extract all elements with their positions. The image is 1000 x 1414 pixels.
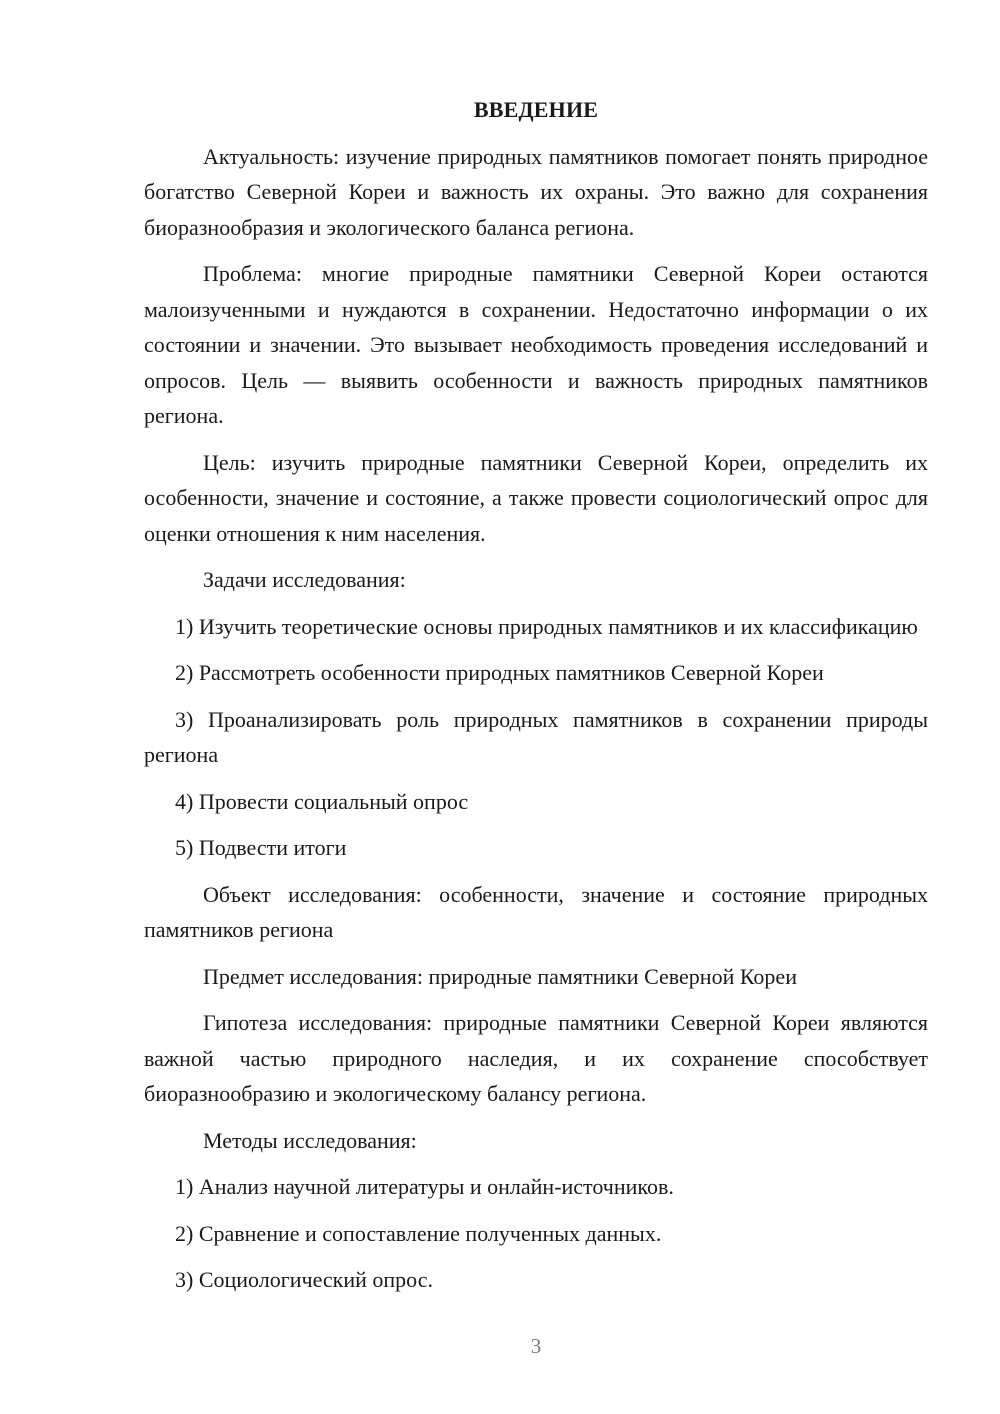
methods-label: Методы исследования: — [203, 1127, 417, 1153]
relevance-paragraph: Актуальность: изучение природных памятников помогает понять природное богатство Северной Кореи и важность их охраны. Это важно для сохранения биоразнообразия и экологического баланса региона. — [144, 143, 928, 240]
task-item-3: 3) Проанализировать роль природных памятников в сохранении природы региона — [144, 706, 928, 767]
task-item-1: 1) Изучить теоретические основы природных памятников и их классификацию — [175, 613, 918, 639]
tasks-label: Задачи исследования: — [203, 567, 406, 592]
goal-paragraph: Цель: изучить природные памятники Северной Кореи, определить их особенности, значение и состояние, а также провести социологический опрос для оценки отношения к ним населения. — [144, 449, 928, 546]
section-heading: ВВЕДЕНИЕ — [473, 97, 599, 122]
task-item-2: 2) Рассмотреть особенности природных памятников Северной Кореи — [175, 660, 824, 685]
document-page — [144, 92, 928, 1309]
method-item-1: 1) Анализ научной литературы и онлайн-источников. — [175, 1174, 674, 1199]
task-item-5: 5) Подвести итоги — [175, 835, 347, 860]
page-number: 3 — [530, 1334, 542, 1358]
subject-paragraph: Предмет исследования: природные памятники Северной Кореи — [203, 963, 797, 989]
hypothesis-paragraph: Гипотеза исследования: природные памятники Северной Кореи являются важной частью природного наследия, и их сохранение способствует биоразнообразию и экологическому балансу региона. — [144, 1010, 928, 1106]
object-paragraph: Объект исследования: особенности, значение и состояние природных памятников региона — [144, 881, 928, 942]
method-item-2: 2) Сравнение и сопоставление полученных данных. — [175, 1220, 662, 1246]
task-item-4: 4) Провести социальный опрос — [175, 788, 469, 814]
problem-paragraph: Проблема: многие природные памятники Северной Кореи остаются малоизученными и нуждаются в сохранении. Недостаточно информации о их состоянии и значении. Это вызывает необходимость проведения исследований и опросов. Цель — выявить особенности и важность природных памятников региона. — [144, 261, 928, 428]
method-item-3: 3) Социологический опрос. — [175, 1267, 433, 1292]
